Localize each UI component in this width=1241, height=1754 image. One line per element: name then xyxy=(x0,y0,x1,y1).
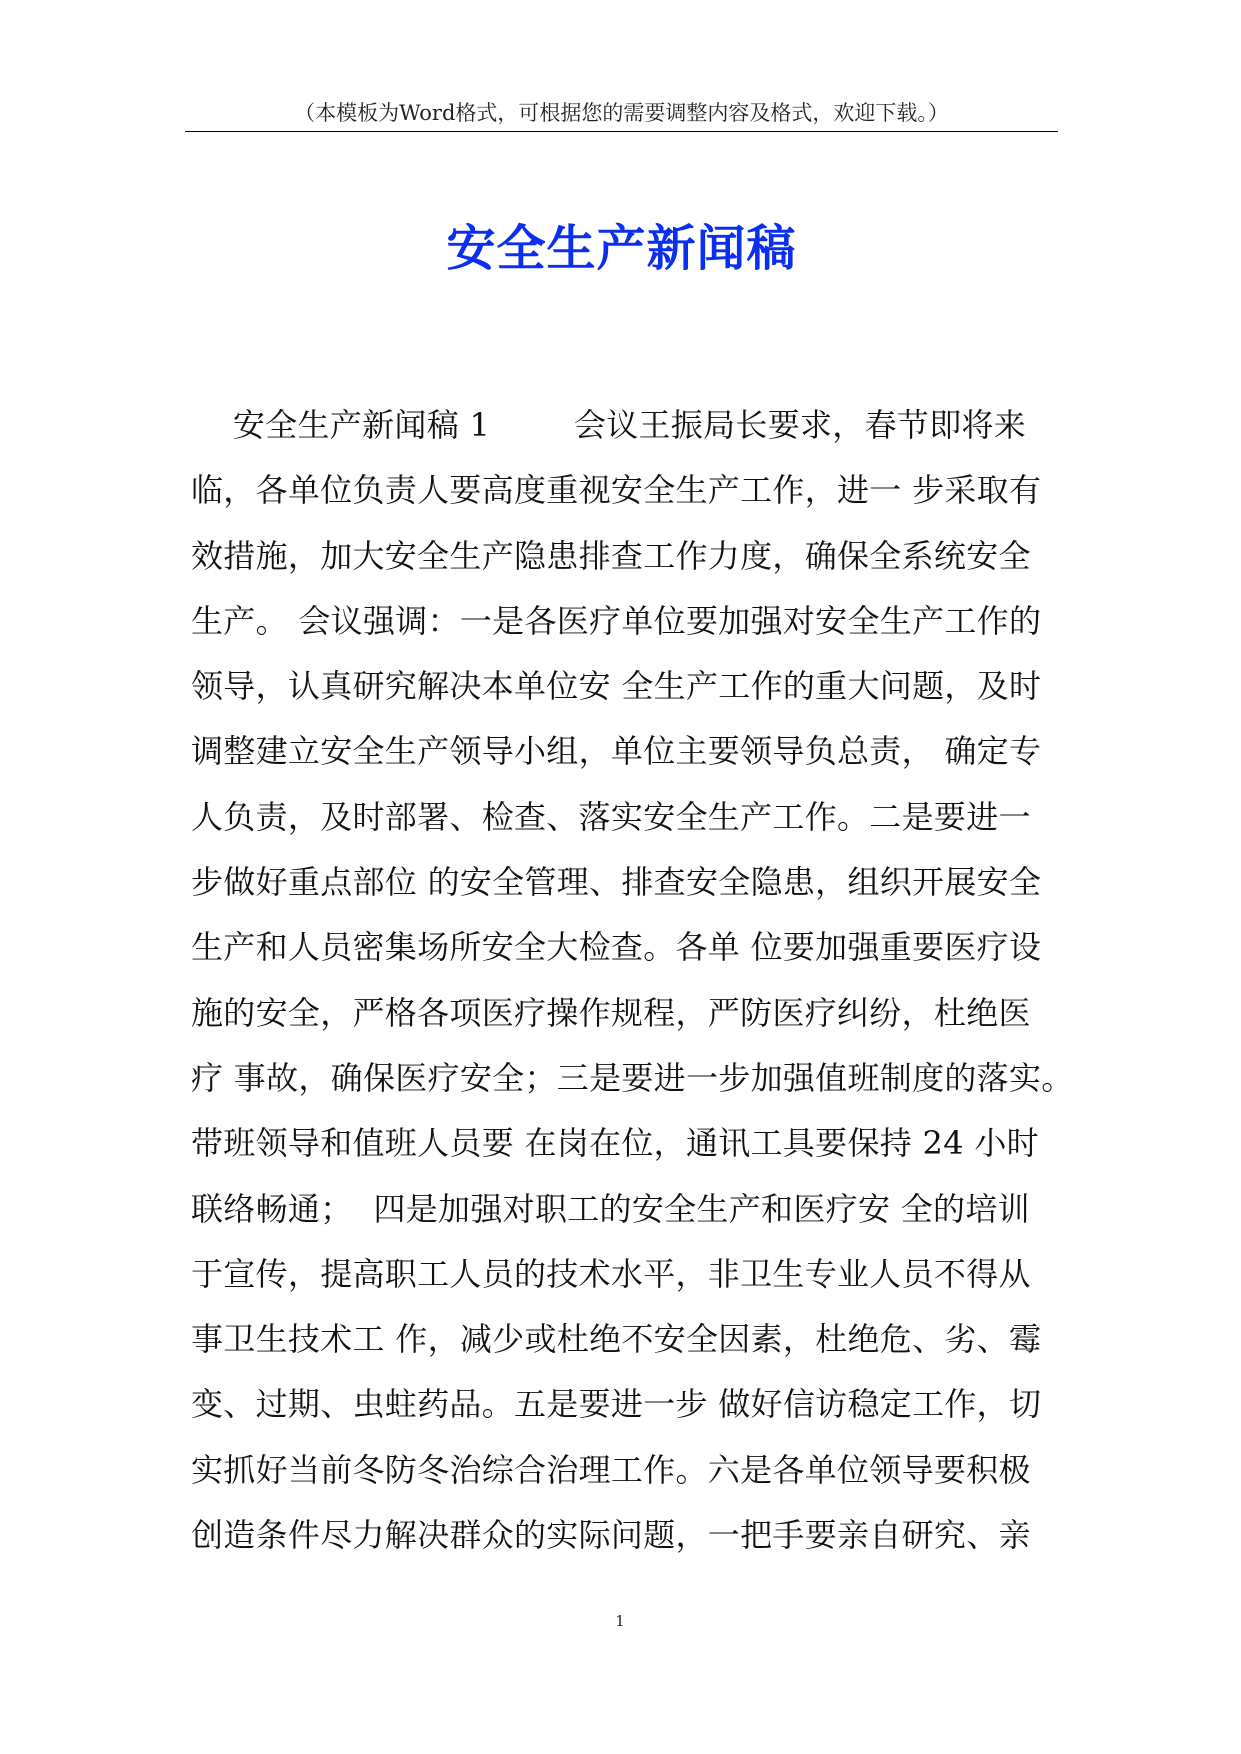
body-line: 事卫生技术工 作，减少或杜绝不安全因素，杜绝危、劣、霉 xyxy=(191,1320,1042,1359)
page-number: 1 xyxy=(615,1612,625,1630)
body-line: 施的安全，严格各项医疗操作规程，严防医疗纠纷，杜绝医 xyxy=(191,993,1031,1032)
article-body xyxy=(191,393,1074,1568)
body-line: 联络畅通； 四是加强对职工的安全生产和医疗安 全的培训 xyxy=(191,1189,1030,1228)
template-note: （本模板为Word格式，可根据您的需要调整内容及格式，欢迎下载。） xyxy=(294,101,949,125)
body-line: 疗 事故，确保医疗安全；三是要进一步加强值班制度的落实。 xyxy=(191,1058,1074,1097)
header-divider xyxy=(185,131,1058,132)
body-line: 变、过期、虫蛀药品。五是要进一步 做好信访稳定工作，切 xyxy=(191,1385,1042,1424)
body-line: 领导，认真研究解决本单位安 全生产工作的重大问题，及时 xyxy=(191,667,1042,706)
body-line: 安全生产新闻稿 1 会议王振局长要求，春节即将来 xyxy=(191,406,1027,444)
body-line: 临，各单位负责人要高度重视安全生产工作，进一 步采取有 xyxy=(191,471,1042,510)
body-line: 人负责，及时部署、检查、落实安全生产工作。二是要进一 xyxy=(191,797,1031,836)
body-line: 步做好重点部位 的安全管理、排查安全隐患，组织开展安全 xyxy=(191,863,1042,902)
body-line: 生产和人员密集场所安全大检查。各单 位要加强重要医疗设 xyxy=(191,928,1042,967)
body-line: 创造条件尽力解决群众的实际问题，一把手要亲自研究、亲 xyxy=(191,1516,1031,1555)
body-line: 于宣传，提高职工人员的技术水平，非卫生专业人员不得从 xyxy=(191,1254,1031,1293)
body-line: 调整建立安全生产领导小组，单位主要领导负总责， 确定专 xyxy=(191,732,1042,771)
document-title: 安全生产新闻稿 xyxy=(446,219,797,277)
body-line: 生产。 会议强调：一是各医疗单位要加强对安全生产工作的 xyxy=(191,601,1042,640)
body-line: 效措施，加大安全生产隐患排查工作力度，确保全系统安全 xyxy=(191,536,1031,575)
body-line: 带班领导和值班人员要 在岗在位，通讯工具要保持 24 小时 xyxy=(191,1124,1039,1163)
body-line: 实抓好当前冬防冬治综合治理工作。六是各单位领导要积极 xyxy=(191,1450,1031,1489)
